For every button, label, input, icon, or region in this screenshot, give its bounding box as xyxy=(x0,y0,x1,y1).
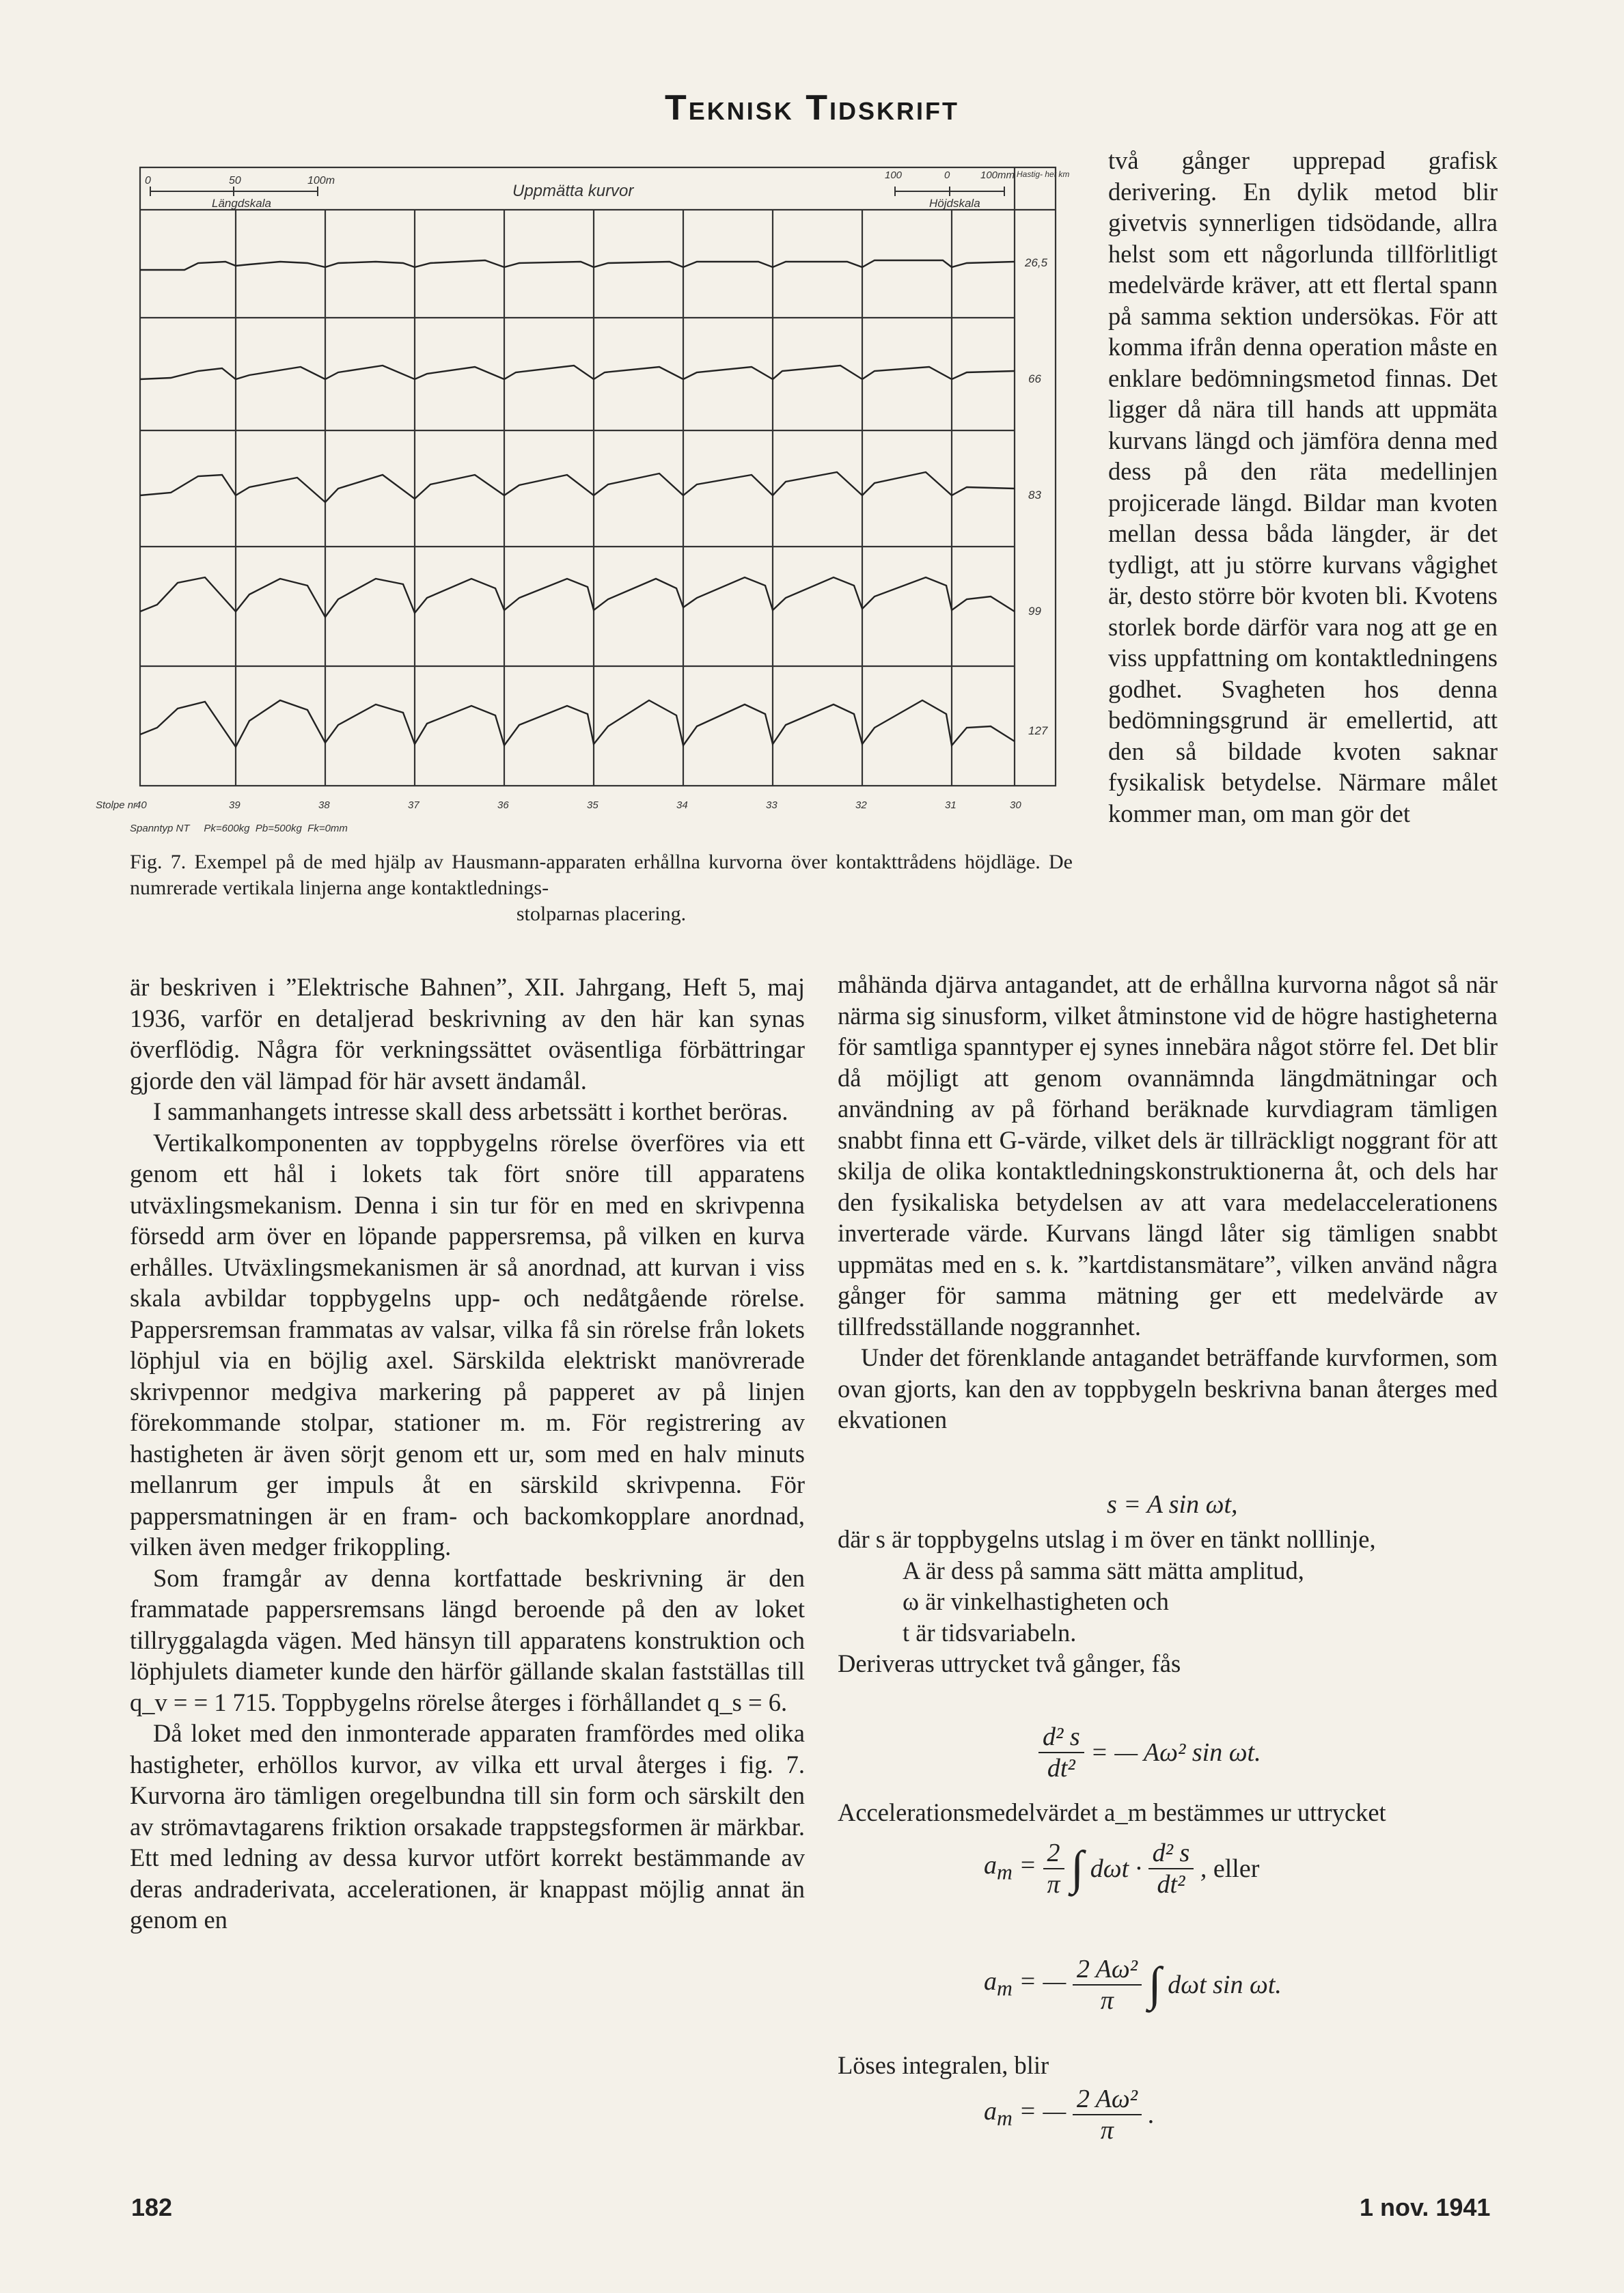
height-scale-100: 100 xyxy=(885,169,903,181)
equation-second-derivative: $\frac{\text{d² s}}{\text{dt²}}$ = — Aω² sin ωt. xyxy=(1038,1722,1261,1783)
pole-number: 32 xyxy=(855,799,867,811)
pole-number: 33 xyxy=(766,799,777,811)
paragraph: är beskriven i ”Elektrische Bahnen”, XII. Jahrgang, Heft 5, maj 1936, varför en detaljerad beskrivning av den här kan synas överflödig. Några för verkningssättet oväsentliga förbättringar gjorde den väl lämpad för här avsett ändamål. xyxy=(130,973,805,1095)
speed-label-4: 99 xyxy=(1028,605,1041,618)
paragraph: Accelerationsmedelvärdet a_m bestämmes ur uttrycket xyxy=(838,1798,1386,1826)
pole-number: 31 xyxy=(945,799,956,811)
caption-text-end: stolparnas placering. xyxy=(516,903,687,925)
paragraph-accel xyxy=(838,1797,1498,1828)
length-scale-label: Längdskala xyxy=(212,197,271,210)
speed-label-5: 127 xyxy=(1028,724,1048,737)
paragraph: Löses integralen, blir xyxy=(838,2051,1049,2079)
running-header: Teknisk Tidskrift xyxy=(665,88,959,128)
equation-result: $a_m$ = — $\frac{\text{2 Aω²}}{\pi}$ . xyxy=(984,2085,1155,2145)
height-scale-100mm: 100mm xyxy=(980,169,1015,181)
page-number: 182 xyxy=(131,2193,173,2221)
speed-label-1: 26,5 xyxy=(1025,256,1048,269)
equation-integral-1: $a_m$ = $\frac{2}{\pi}$ ∫ dωt · $\frac{\text{d² s}}{\text{dt²}}$ , eller xyxy=(984,1839,1260,1899)
figure-title: Uppmätta kurvor xyxy=(512,182,634,200)
span-type-info: Spanntyp NT Pk=600kg Pb=500kg Fk=0mm xyxy=(130,823,348,834)
pole-number: 40 xyxy=(135,799,147,811)
paragraph: Som framgår av denna kortfattade beskrivning är den frammatade pappersremsans längd beroende på den av loket tillryggalagda vägen. Med hänsyn till apparatens konstruktion och löphjulets diameter kunde den härför gällande skalan fastställas till q_v = = 1 715. Toppbygelns rörelse återges i förhållandet q_s = 6. xyxy=(130,1563,805,1716)
pole-number: 35 xyxy=(587,799,598,811)
definition-s: där s är toppbygelns utslag i m över en tänkt nolllinje, xyxy=(838,1525,1376,1553)
pole-number: 34 xyxy=(676,799,688,811)
paragraph: två gånger upprepad grafisk derivering. En dylik metod blir givetvis synnerligen tidsödande, allra helst som ett någorlunda tillförlitligt medelvärde kräver, att ett flertal spann på samma sektion undersökas. För att komma ifrån denna operation måste en enklare bedömningsmetod finnas. Det ligger då nära till hands att uppmäta kurvans längd och jämföra denna med dess på den räta medellinjen projicerade längd. Bildar man kvoten mellan dessa båda längder, är det tydligt, att ju större kurvans vågighet är, desto större bör kvoten bli. Kvotens storlek borde därför vara nog att ge en viss uppfattning om kontaktledningens godhet. Svagheten hos denna bedömningsgrund är emellertid, att den så bildade kvoten saknar fysikalisk betydelse. Närmare målet kommer man, om man gör det xyxy=(1108,146,1498,827)
issue-date: 1 nov. 1941 xyxy=(1360,2193,1491,2221)
definitions xyxy=(838,1524,1498,1679)
pole-number: 39 xyxy=(229,799,240,811)
length-scale-0: 0 xyxy=(145,175,151,187)
definition-t: t är tidsvariabeln. xyxy=(903,1618,1077,1647)
speed-label-2: 66 xyxy=(1028,372,1041,385)
paragraph: Under det förenklande antagandet beträffande kurvformen, som ovan gjorts, kan den av toppbygeln beskrivna banan återges med ekvationen xyxy=(838,1343,1498,1433)
speed-header: Hastig- het km xyxy=(1017,169,1070,179)
pole-label: Stolpe nr xyxy=(96,799,137,811)
paragraph: måhända djärva antagandet, att de erhållna kurvorna något så när närma sig sinusform, vilket åtminstone vid de högre hastigheterna för samtliga spanntyper ej synes innebära något större fel. Det blir då möjligt att genom ovannämnda längdmätningar och användning av på förhand beräknade kurvdiagram tämligen snabbt finna ett G-värde, vilket dels är tillräckligt noggrant för att skilja de olika kontaktledningskonstruktionerna åt, och dels har den fysikaliska betydelsen av att vara medelaccelerationens inverterade värde. Kurvans längd låter sig tämligen snabbt uppmätas med en s. k. ”kartdistansmätare”, vilken använd några gånger för samma mätning ger ett medelvärde av tillfredsställande noggrannhet. xyxy=(838,970,1498,1341)
paragraph: Deriveras uttrycket två gånger, fås xyxy=(838,1649,1181,1677)
definition-A: A är dess på samma sätt mätta amplitud, xyxy=(903,1556,1304,1584)
word-eller: eller xyxy=(1213,1854,1260,1883)
pole-number: 37 xyxy=(408,799,419,811)
speed-label-3: 83 xyxy=(1028,489,1041,502)
length-scale-50: 50 xyxy=(229,175,241,187)
paragraph-solve xyxy=(838,2050,1498,2081)
length-scale-100: 100m xyxy=(307,175,335,187)
definition-omega: ω är vinkelhastigheten och xyxy=(903,1587,1169,1615)
figure-curves xyxy=(96,154,1073,837)
right-column xyxy=(838,969,1498,1436)
height-scale-label: Höjdskala xyxy=(929,197,980,210)
equation-s: s = A sin ωt, xyxy=(1107,1490,1238,1519)
pole-number: 30 xyxy=(1010,799,1021,811)
pole-number: 38 xyxy=(318,799,330,811)
left-column xyxy=(130,972,805,1936)
height-scale-0: 0 xyxy=(944,169,950,181)
equation-integral-2: $a_m$ = — $\frac{\text{2 Aω²}}{\pi}$ ∫ dωt sin ωt. xyxy=(984,1955,1282,2015)
pole-number: 36 xyxy=(497,799,509,811)
right-column-top xyxy=(1108,145,1498,829)
figure-caption xyxy=(130,849,1073,927)
paragraph: Vertikalkomponenten av toppbygelns rörelse överföres via ett genom ett hål i lokets tak fört snöre till apparatens utväxlingsmekanism. Denna i sin tur för en med en skrivpenna försedd arm över en löpande pappersremsa, på vilken en kurva erhålles. Utväxlingsmekanismen är så anordnad, att kurvan i viss skala avbildar toppbygelns upp- och nedåtgående rörelse. Pappersremsan frammatas av valsar, vilka få sin rörelse från lokets löphjul via en böjlig axel. Särskilda elektriskt manövrerade skrivpennor medgiva markering på papperet av på linjen förekommande stolpar, stationer m. m. För registrering av hastigheten är även sörjt genom ett ur, som med en halv minuts mellanrum ger impuls åt en särskild skrivpenna. För pappersmatningen är en fram- och backomkopplare anordnad, vilken även medger frikoppling. xyxy=(130,1128,805,1561)
paragraph: Då loket med den inmonterade apparaten framfördes med olika hastigheter, erhöllos kurvor, av vilka ett urval återges i fig. 7. Kurvorna äro tämligen oregelbundna till sin form och särskilt den av strömavtagarens friktion orsakade trappstegsformen är märkbar. Ett med ledning av dessa kurvor utfört korrekt bestämmande av deras andraderivata, accelerationen, är knappast möjlig annat än genom en xyxy=(130,1719,805,1934)
paragraph: I sammanhangets intresse skall dess arbetssätt i korthet beröras. xyxy=(153,1097,788,1125)
caption-text: Fig. 7. Exempel på de med hjälp av Hausmann-apparaten erhållna kurvorna över kontakttrådens höjdläge. De numrerade vertikala linjerna ange kontaktlednings- xyxy=(130,851,1073,899)
